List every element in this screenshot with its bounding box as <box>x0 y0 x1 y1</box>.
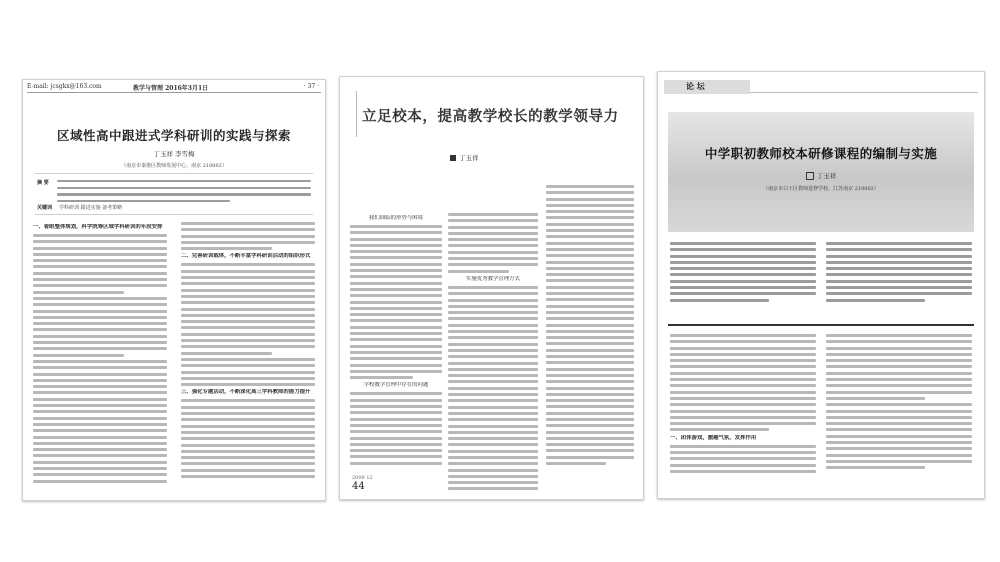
page-journal-name: 教学与管理 2016年3月1日 <box>133 85 209 92</box>
journal-page-left <box>22 79 326 501</box>
section-heading-2: 二、完善研训载体，不断丰富学科研训活动的组织形式 <box>181 253 311 260</box>
header-rule <box>27 92 321 93</box>
column-tag-rule <box>750 92 978 93</box>
section-heading-1: 一、团体游戏，激趣气氛，发挥作用 <box>670 434 757 441</box>
column-tag-bar <box>664 80 750 94</box>
intro-column-left <box>670 242 816 316</box>
section-heading-c: 学校教学管理中存在的问题 <box>363 382 429 389</box>
article-authors: 丁玉祥 李雪梅 <box>153 150 195 158</box>
page-number: 44 <box>352 481 365 492</box>
article-author <box>668 171 974 180</box>
keywords-label: 关键词 <box>37 205 53 211</box>
body-column-2 <box>448 213 538 491</box>
page-email: E-mail: jcsgkx@163.com <box>27 83 102 90</box>
author-name: 丁玉祥 <box>816 172 837 180</box>
author-marker-icon <box>450 155 456 161</box>
article-author <box>450 153 479 162</box>
article-title: 立足校本，提高教学校长的教学领导力 <box>362 108 619 125</box>
author-marker-icon <box>806 172 814 180</box>
section-heading-3: 三、强化专题活动，不断深化高三学科教师的能力提升 <box>181 389 311 396</box>
intro-rule <box>668 324 974 326</box>
section-heading-1: 一、着眼整体规划，科学统筹区域学科研训的年段安排 <box>33 224 163 230</box>
body-column-right <box>181 222 315 494</box>
abstract-label: 摘 要 <box>37 180 49 186</box>
journal-page-right <box>657 71 985 499</box>
title-left-rule <box>356 91 357 137</box>
section-heading-b: 实施优秀教学管理方式 <box>466 275 520 282</box>
body-column-right <box>826 334 972 492</box>
keywords-text: 学科研训 跟进实施 备考策略 <box>59 205 123 211</box>
abstract-text <box>57 180 311 206</box>
body-column-3 <box>546 185 634 491</box>
article-title: 中学职初教师校本研修课程的编制与实施 <box>704 146 938 161</box>
body-column-1 <box>350 213 442 491</box>
author-name: 丁玉祥 <box>459 154 479 162</box>
article-affiliation: （南京市白下区教师进修学校，江苏南京 210002） <box>763 186 879 192</box>
abstract-rule-bottom <box>35 214 313 215</box>
section-heading-a: 我们面临的形势与困境 <box>369 215 423 221</box>
journal-page-middle <box>339 76 644 500</box>
abstract-rule-top <box>35 173 313 174</box>
page-number: · 37 · <box>303 83 319 90</box>
body-column-left <box>33 222 167 494</box>
column-tag: 论 坛 <box>686 81 705 91</box>
intro-column-right <box>826 242 972 316</box>
page-footer-date: 2009 12 <box>352 475 373 481</box>
article-title: 区域性高中跟进式学科研训的实践与探索 <box>56 128 291 143</box>
article-affiliation: （南京市秦淮区教师发展中心，南京 210002） <box>121 163 227 169</box>
body-column-left <box>670 334 816 492</box>
